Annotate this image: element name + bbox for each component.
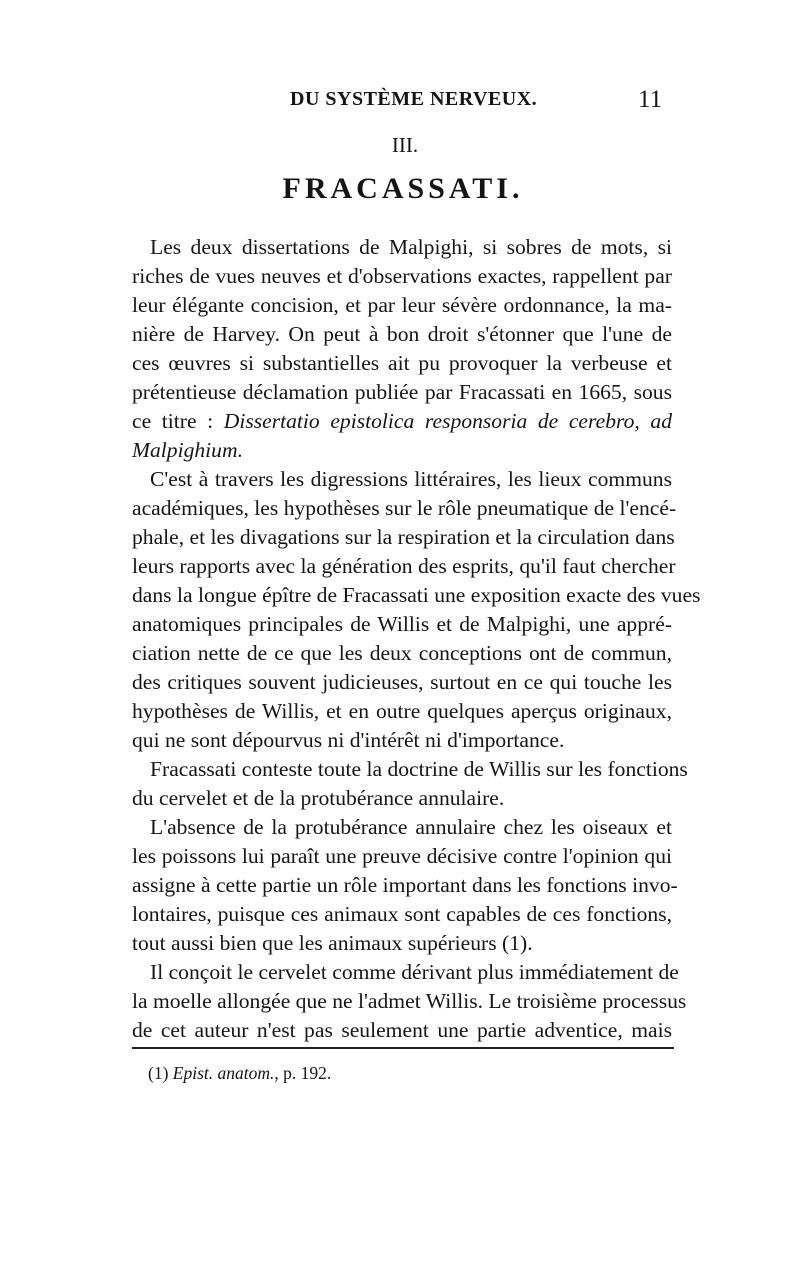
work-title-ad: ad bbox=[650, 409, 672, 433]
footnote-title: Epist. anatom. bbox=[172, 1063, 275, 1083]
section-title: FRACASSATI. bbox=[282, 172, 524, 205]
text-line: lontaires, puisque ces animaux sont capables de ces fonctions, bbox=[132, 902, 672, 926]
text-line: la moelle allongée que ne l'admet Willis. Le troisième processus bbox=[132, 989, 687, 1013]
text-line: des critiques souvent judicieuses, surtout en ce qui touche les bbox=[132, 670, 672, 694]
footnote-marker: (1) bbox=[148, 1063, 169, 1083]
title-separator: , bbox=[634, 409, 651, 433]
running-title: DU SYSTÈME NERVEUX. bbox=[290, 88, 538, 110]
text-line: académiques, les hypothèses sur le rôle pneumatique de l'encé- bbox=[132, 496, 677, 520]
text-line bbox=[132, 436, 672, 465]
paragraph-3 bbox=[132, 755, 688, 813]
paragraph-4 bbox=[132, 813, 678, 958]
paragraph-2 bbox=[132, 465, 701, 755]
text-line-title bbox=[132, 407, 672, 436]
section-number: III. bbox=[391, 133, 419, 157]
text-line: tout aussi bien que les animaux supérieurs (1). bbox=[132, 931, 533, 955]
text-line: L'absence de la protubérance annulaire chez les oiseaux et bbox=[150, 815, 672, 839]
text-line: riches de vues neuves et d'observations exactes, rappellent par bbox=[132, 264, 672, 288]
work-title-end: Malpighium. bbox=[132, 438, 243, 462]
text-line: Fracassati conteste toute la doctrine de Willis sur les fonctions bbox=[150, 757, 688, 781]
title-prefix: ce titre : bbox=[132, 409, 224, 433]
work-title: Dissertatio epistolica responsoria de cerebro bbox=[223, 409, 635, 433]
footnote-rule bbox=[132, 1047, 674, 1049]
text-line: leurs rapports avec la génération des esprits, qu'il faut chercher bbox=[132, 554, 676, 578]
body-text bbox=[132, 233, 701, 1045]
text-line: les poissons lui paraît une preuve décisive contre l'opinion qui bbox=[132, 844, 672, 868]
text-line: phale, et les divagations sur la respiration et la circulation dans bbox=[132, 525, 675, 549]
paragraph-5 bbox=[132, 958, 687, 1045]
text-line: C'est à travers les digressions littéraires, les lieux communs bbox=[150, 467, 672, 491]
text-line: du cervelet et de la protubérance annulaire. bbox=[132, 786, 505, 810]
text-line: anatomiques principales de Willis et de Malpighi, une appré- bbox=[132, 612, 672, 636]
text-line: nière de Harvey. On peut à bon droit s'étonner que l'une de bbox=[132, 322, 672, 346]
footnote bbox=[148, 1063, 331, 1084]
text-line: assigne à cette partie un rôle important dans les fonctions invo- bbox=[132, 873, 678, 897]
text-line: Les deux dissertations de Malpighi, si sobres de mots, si bbox=[150, 235, 672, 259]
text-line: ces œuvres si substantielles ait pu provoquer la verbeuse et bbox=[132, 351, 672, 375]
text-line: leur élégante concision, et par leur sévère ordonnance, la ma- bbox=[132, 293, 672, 317]
running-head bbox=[0, 88, 800, 124]
text-line: qui ne sont dépourvus ni d'intérêt ni d'importance. bbox=[132, 728, 565, 752]
text-line: dans la longue épître de Fracassati une exposition exacte des vues bbox=[132, 583, 701, 607]
text-line: ciation nette de ce que les deux conceptions ont de commun, bbox=[132, 641, 672, 665]
footnote-rest: , p. 192. bbox=[274, 1063, 332, 1083]
page-number: 11 bbox=[638, 86, 663, 113]
text-line: Il conçoit le cervelet comme dérivant plus immédiatement de bbox=[150, 960, 679, 984]
text-line: de cet auteur n'est pas seulement une partie adventice, mais bbox=[132, 1018, 672, 1042]
text-line: hypothèses de Willis, et en outre quelques aperçus originaux, bbox=[132, 699, 672, 723]
paragraph-1 bbox=[132, 233, 672, 465]
text-line: prétentieuse déclamation publiée par Fracassati en 1665, sous bbox=[132, 380, 672, 404]
